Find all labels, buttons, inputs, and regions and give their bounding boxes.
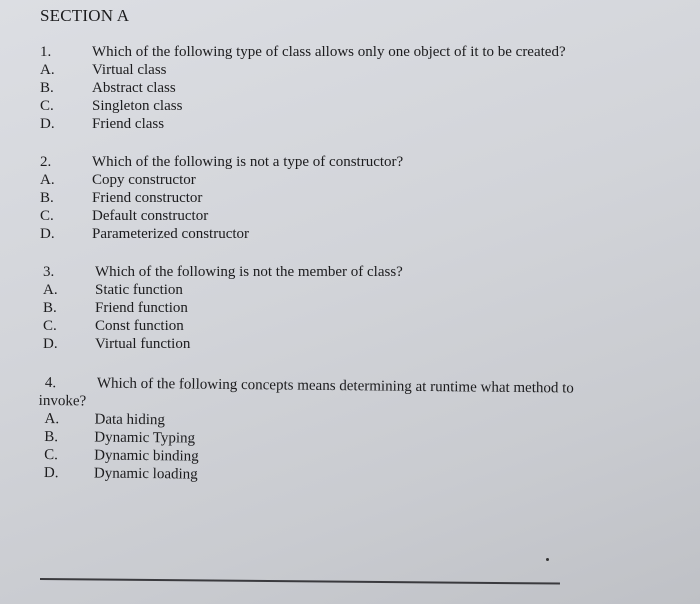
option-b (40, 189, 660, 207)
option-text: Dynamic Typing (94, 429, 196, 447)
question-1 (40, 43, 660, 133)
option-label: D. (40, 226, 55, 242)
option-d (40, 225, 660, 243)
option-label: C. (43, 318, 57, 334)
section-title: SECTION A (40, 6, 130, 25)
option-label: C. (40, 208, 54, 224)
option-label: C. (40, 98, 54, 114)
option-text: Friend class (92, 116, 165, 132)
option-a (40, 61, 660, 79)
option-label: B. (40, 80, 54, 96)
option-c (40, 207, 660, 225)
option-label: A. (43, 282, 58, 298)
horizontal-rule (40, 578, 560, 585)
option-b (43, 299, 663, 317)
question-4 (38, 374, 665, 488)
question-3 (43, 263, 663, 353)
question-2 (40, 153, 660, 243)
option-label: A. (40, 62, 55, 78)
option-text: Const function (95, 318, 184, 334)
option-a (40, 171, 660, 189)
question-number: 1. (40, 44, 52, 60)
option-label: B. (40, 190, 54, 206)
option-label: B. (43, 300, 57, 316)
option-label: A. (40, 172, 55, 188)
option-text: Singleton class (92, 98, 183, 114)
option-label: A. (44, 410, 60, 428)
question-text: Which of the following concepts means determining at runtime what method to (96, 375, 574, 397)
option-text: Default constructor (92, 208, 209, 224)
option-text: Data hiding (94, 411, 166, 429)
option-text: Virtual class (92, 62, 167, 78)
option-d (40, 115, 660, 133)
option-label: C. (44, 446, 59, 464)
option-text: Dynamic binding (94, 447, 199, 465)
question-text-continuation: invoke? (38, 392, 87, 410)
option-a (43, 281, 663, 299)
option-label: B. (44, 428, 59, 446)
option-text: Static function (95, 282, 183, 298)
option-label: D. (40, 116, 55, 132)
option-c (43, 317, 663, 335)
option-text: Friend constructor (92, 190, 203, 206)
option-text: Parameterized constructor (92, 226, 250, 242)
option-text: Dynamic loading (93, 465, 198, 483)
option-d (43, 335, 663, 353)
option-label: D. (43, 336, 58, 352)
question-text: Which of the following is not a type of constructor? (92, 154, 404, 170)
option-text: Copy constructor (92, 172, 196, 188)
question-text: Which of the following is not the member of class? (95, 264, 403, 280)
ink-dot (546, 558, 549, 561)
option-label: D. (43, 464, 59, 482)
option-b (40, 79, 660, 97)
question-number: 3. (43, 264, 55, 280)
question-number: 2. (40, 154, 52, 170)
option-text: Abstract class (92, 80, 176, 96)
question-number: 4. (44, 374, 57, 392)
option-text: Virtual function (95, 336, 191, 352)
option-text: Friend function (95, 300, 188, 316)
option-c (40, 97, 660, 115)
question-text: Which of the following type of class allows only one object of it to be created? (92, 44, 566, 60)
